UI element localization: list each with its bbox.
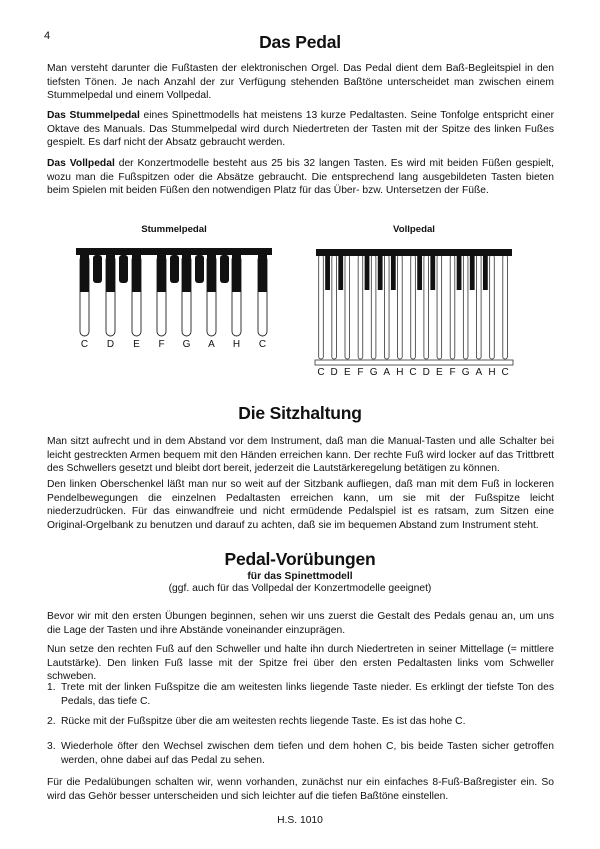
stummelpedal-paragraph — [47, 109, 554, 150]
svg-text:D: D — [106, 339, 115, 350]
page-number: 4 — [44, 30, 51, 42]
step-text: Wiederhole öfter den Wechsel zwischen dem tiefen und dem hohen C, bis beide Tasten sicher getroffen werden, ohne dabei auf das Pedal zu sehen. — [61, 741, 554, 766]
step-text: Rücke mit der Fußspitze über die am weitesten rechts liegende Taste. Es ist das hohe C. — [61, 716, 466, 727]
pedal-intro-paragraph: Man versteht darunter die Fußtasten der elektronischen Orgel. Das Pedal dient dem Baß-Begleitspiel in den tiefsten Tönen. Je nach Anzahl der zur Verfügung stehenden Baßtöne unterscheidet man zwischen einem Stummelpedal und einem Vollpedal. — [47, 63, 554, 102]
svg-text:C: C — [258, 339, 267, 350]
step-number: 2. — [47, 716, 56, 727]
svg-text:F: F — [357, 367, 364, 378]
step-number: 1. — [47, 682, 56, 693]
svg-text:D: D — [330, 367, 338, 378]
svg-text:H: H — [232, 339, 241, 350]
stummelpedal-term: Das Stummelpedal — [47, 110, 140, 121]
svg-text:G: G — [461, 367, 470, 378]
svg-text:G: G — [369, 367, 378, 378]
section-title-voruebungen: Pedal-Vorübungen — [224, 549, 376, 569]
section-title-pedal: Das Pedal — [259, 32, 341, 52]
step-number: 3. — [47, 741, 56, 752]
svg-text:E: E — [133, 339, 140, 350]
section-title-sitzhaltung: Die Sitzhaltung — [238, 403, 362, 423]
svg-text:H: H — [488, 367, 496, 378]
voruebungen-paragraph-2: Nun setze den rechten Fuß auf den Schweller und halte ihn durch Niedertreten in seiner Mittellage (= mittlere Lautstärke). Den linken Fuß lasse mit der Spitze frei über den ersten Pedaltasten links vom Schweller schweben. — [47, 644, 554, 683]
stummelpedal-text: eines Spinettmodells hat meistens 13 kurze Pedaltasten. Seine Tonfolge entspricht einer Oktave des Manuals. Das Stummelpedal wird durch Niedertreten der Tasten mit der Spitze des linken Fußes gespielt. Es darf nicht der Absatz gebraucht werden. — [47, 110, 554, 149]
vollpedal-text: der Konzertmodelle besteht aus 25 bis 32 langen Tasten. Es wird mit beiden Füßen gespielt, wozu man die Fußspitzen oder die Absätze gebraucht. Die entsprechend lang ausgebildeten Tasten bieten beim Spielen mit beiden Füßen den notwendigen Platz für das Über- bzw. Untersetzen der Füße. — [47, 158, 554, 197]
closing-paragraph: Für die Pedalübungen schalten wir, wenn vorhanden, zunächst nur ein einfaches 8-Fuß-Baßregister ein. So wird das Gehör besser unterscheiden und sich leichter auf die tiefen Baßtöne einstellen. — [47, 777, 554, 802]
voruebungen-subtitle: für das Spinettmodell — [247, 571, 353, 582]
footer-code: H.S. 1010 — [277, 815, 323, 826]
step-2 — [47, 715, 554, 729]
step-text: Trete mit der linken Fußspitze die am weitesten links liegende Taste nieder. Es erklingt der tiefste Ton des Pedals, das tiefe C. — [61, 682, 554, 707]
svg-text:E: E — [343, 367, 351, 378]
svg-text:F: F — [449, 367, 456, 378]
svg-text:H: H — [396, 367, 404, 378]
stummelpedal-diagram — [70, 244, 280, 352]
svg-text:E: E — [436, 367, 443, 378]
sitzhaltung-paragraph-1: Man sitzt aufrecht und in dem Abstand vor dem Instrument, daß man die Manual-Tasten und alle Schalter bei leicht gestreckten Armen bequem mit den Händen erreichen kann. Der rechte Fuß wird locker auf das Trittbrett des Schwellers gesetzt und bleibt dort bereit, jederzeit die Lautstärkeregelung betätigen zu können. — [47, 436, 554, 475]
svg-text:C: C — [501, 367, 509, 378]
svg-text:A: A — [475, 367, 483, 378]
svg-text:D: D — [422, 367, 430, 378]
step-3 — [47, 740, 554, 767]
svg-text:A: A — [208, 339, 215, 350]
svg-text:C: C — [317, 367, 325, 378]
svg-text:C: C — [409, 367, 417, 378]
vollpedal-caption: Vollpedal — [393, 224, 435, 235]
stummelpedal-caption: Stummelpedal — [141, 224, 207, 235]
vollpedal-diagram — [310, 244, 520, 379]
svg-text:A: A — [383, 367, 391, 378]
vollpedal-term: Das Vollpedal — [47, 158, 115, 169]
svg-text:G: G — [182, 339, 191, 350]
sitzhaltung-paragraph-2: Den linken Oberschenkel läßt man nur so weit auf der Sitzbank aufliegen, daß man mit dem Fuß in lockeren Pendelbewegungen die einzelnen Pedaltasten erreichen kann, um sie mit der Fußspitze leicht niederzudrücken. Für das einwandfreie und nicht ermüdende Pedalspiel ist es ratsam, zum Sitzen eine Original-Orgelbank zu benutzen und darauf zu achten, daß sie im bequemen Abstand zum Instrument steht. — [47, 479, 554, 531]
voruebungen-paragraph-1: Bevor wir mit den ersten Übungen beginnen, sehen wir uns zuerst die Gestalt des Pedals genau an, um uns die Lage der Tasten und ihre Abstände voneinander einzuprägen. — [47, 611, 554, 636]
svg-text:F: F — [158, 339, 165, 350]
vollpedal-paragraph — [47, 157, 554, 198]
step-1 — [47, 681, 554, 708]
svg-text:C: C — [80, 339, 89, 350]
voruebungen-note: (ggf. auch für das Vollpedal der Konzertmodelle geeignet) — [168, 583, 432, 594]
